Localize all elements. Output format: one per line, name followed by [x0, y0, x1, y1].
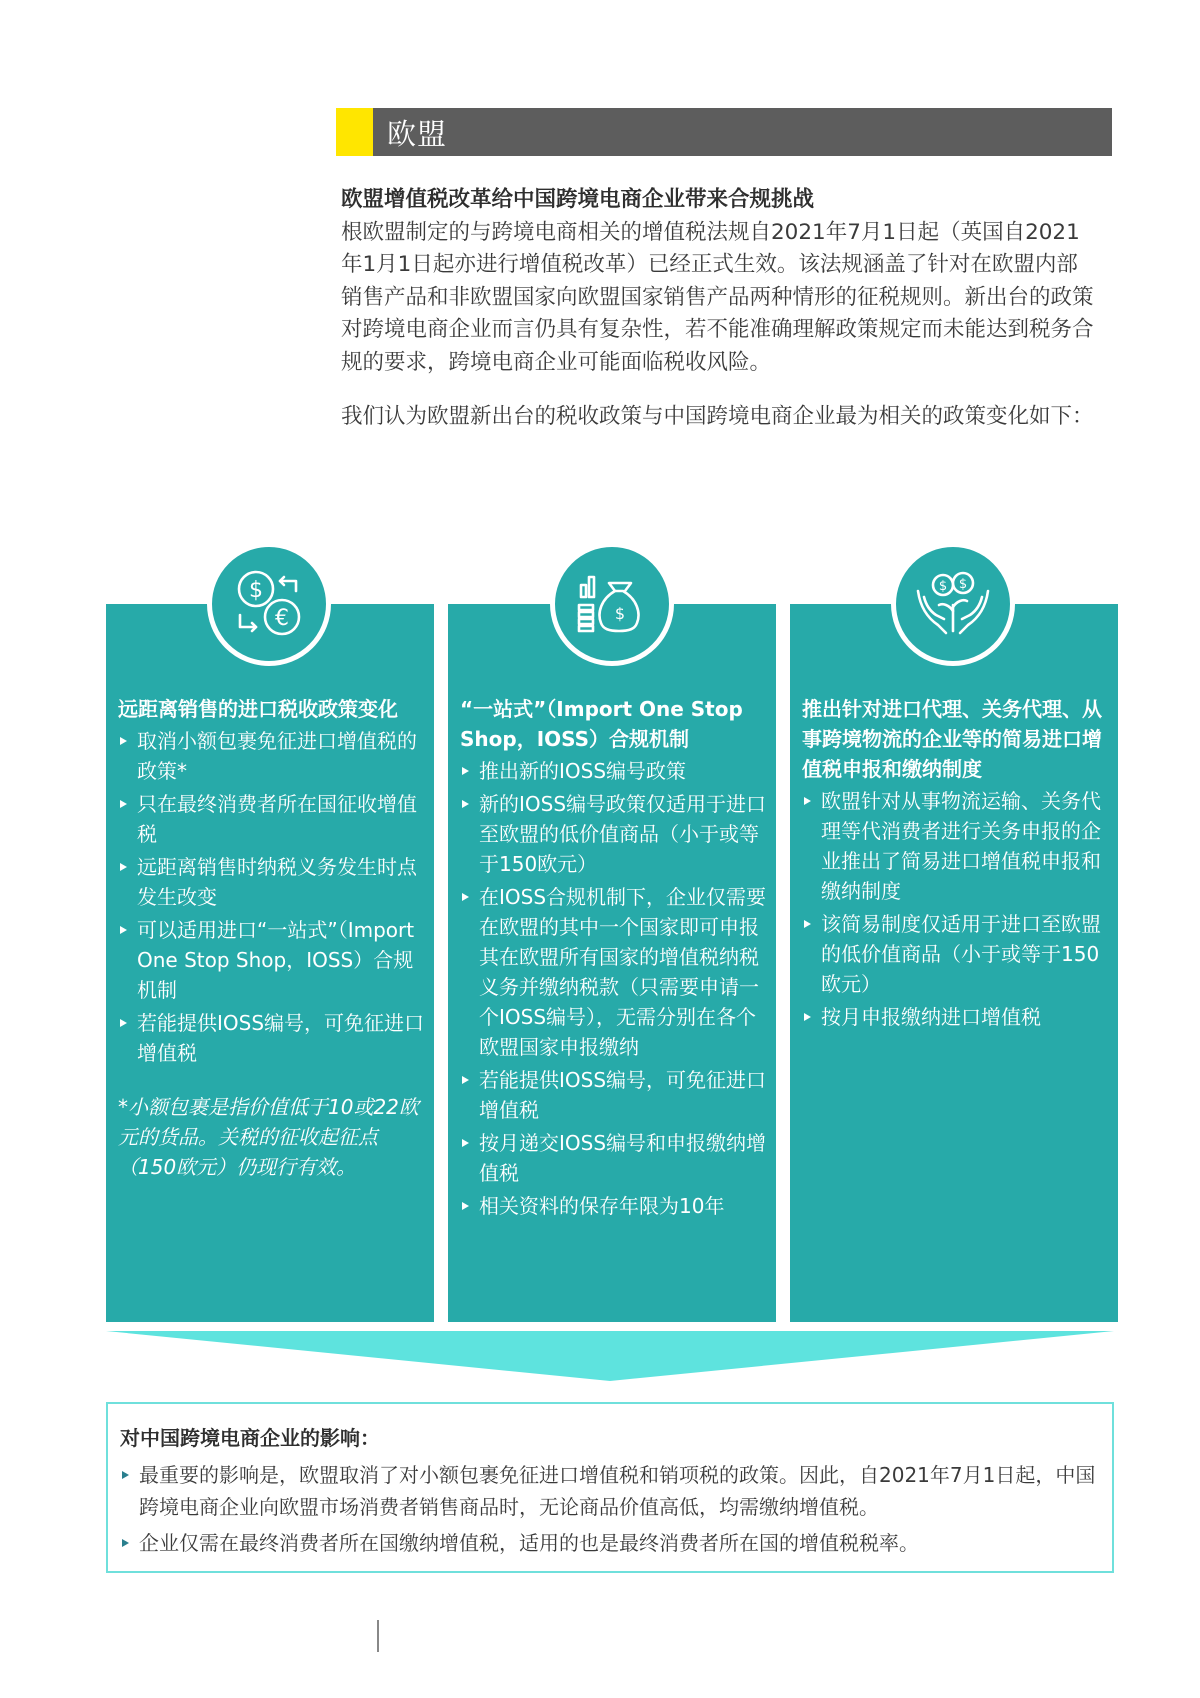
intro-paragraph-1: 根欧盟制定的与跨境电商相关的增值税法规自2021年7月1日起（英国自2021年1月1日起亦进行增值税改革）已经正式生效。该法规涵盖了针对在欧盟内部销售产品和非欧盟国家向欧盟国家销售产品两种情形的征税规则。新出台的政策对跨境电商企业而言仍具有复杂性，若不能准确理解政策规定而未能达到税务合规的要求，跨境电商企业可能面临税收风险。 [341, 219, 1094, 375]
hands-coins-icon [891, 542, 1015, 666]
bullet-arrow-icon [462, 1076, 469, 1084]
column-bullet-list [118, 726, 426, 1068]
currency-exchange-icon [207, 542, 331, 666]
bullet-arrow-icon [462, 893, 469, 901]
list-item: 远距离销售时纳税义务发生时点发生改变 [118, 852, 426, 912]
bullet-arrow-icon [120, 800, 127, 808]
svg-text:$: $ [958, 577, 968, 592]
bullet-arrow-icon [120, 1019, 127, 1027]
bullet-arrow-icon [804, 920, 811, 928]
bullet-arrow-icon [120, 863, 127, 871]
list-item: 相关资料的保存年限为10年 [460, 1191, 768, 1221]
section-title: 欧盟 [387, 116, 448, 151]
policy-column-2 [448, 604, 776, 1322]
svg-text:$: $ [614, 604, 626, 623]
list-item: 只在最终消费者所在国征收增值税 [118, 789, 426, 849]
bullet-arrow-icon [120, 926, 127, 934]
list-item: 推出新的IOSS编号政策 [460, 756, 768, 786]
list-item: 按月申报缴纳进口增值税 [802, 1002, 1110, 1032]
svg-text:$: $ [249, 578, 263, 603]
bullet-arrow-icon [122, 1471, 129, 1479]
bullet-arrow-icon [122, 1539, 129, 1547]
bullet-arrow-icon [804, 1013, 811, 1021]
money-bag-chart-icon [550, 542, 674, 666]
column-title: “一站式”（Import One Stop Shop，IOSS）合规机制 [460, 697, 743, 751]
impact-box [106, 1402, 1114, 1573]
column-title: 远距离销售的进口税收政策变化 [118, 697, 398, 721]
list-item: 该简易制度仅适用于进口至欧盟的低价值商品（小于或等于150欧元） [802, 909, 1110, 999]
bullet-arrow-icon [804, 797, 811, 805]
list-item: 按月递交IOSS编号和申报缴纳增值税 [460, 1128, 768, 1188]
impact-title: 对中国跨境电商企业的影响： [120, 1426, 380, 1450]
footnote: *小额包裹是指价值低于10或22欧元的货品。关税的征收起征点（150欧元）仍现行有效。 [118, 1095, 419, 1179]
bullet-arrow-icon [462, 1139, 469, 1147]
impact-bullet-list [120, 1459, 1096, 1563]
page-footer-divider [377, 1620, 379, 1652]
intro-heading: 欧盟增值税改革给中国跨境电商企业带来合规挑战 [341, 187, 815, 212]
list-item: 可以适用进口“一站式”（Import One Stop Shop，IOSS）合规机制 [118, 915, 426, 1005]
bullet-arrow-icon [462, 767, 469, 775]
policy-column-1 [106, 604, 434, 1322]
section-header [336, 108, 1112, 156]
list-item: 取消小额包裹免征进口增值税的政策* [118, 726, 426, 786]
funnel-arrow [106, 1331, 1114, 1383]
intro-text [341, 184, 1096, 434]
list-item: 企业仅需在最终消费者所在国缴纳增值税，适用的也是最终消费者所在国的增值税税率。 [120, 1527, 1096, 1559]
column-bullet-list [802, 786, 1110, 1032]
bullet-arrow-icon [462, 800, 469, 808]
svg-text:€: € [275, 606, 289, 631]
intro-paragraph-2: 我们认为欧盟新出台的税收政策与中国跨境电商企业最为相关的政策变化如下： [341, 404, 1094, 429]
list-item: 最重要的影响是，欧盟取消了对小额包裹免征进口增值税和销项税的政策。因此，自2021年7月1日起，中国跨境电商企业向欧盟市场消费者销售商品时，无论商品价值高低，均需缴纳增值税。 [120, 1459, 1096, 1523]
policy-column-3 [790, 604, 1118, 1322]
bullet-arrow-icon [462, 1202, 469, 1210]
list-item: 若能提供IOSS编号，可免征进口增值税 [460, 1065, 768, 1125]
list-item: 在IOSS合规机制下，企业仅需要在欧盟的其中一个国家即可申报其在欧盟所有国家的增值税纳税义务并缴纳税款（只需要申请一个IOSS编号），无需分别在各个欧盟国家申报缴纳 [460, 882, 768, 1062]
column-bullet-list [460, 756, 768, 1221]
list-item: 新的IOSS编号政策仅适用于进口至欧盟的低价值商品（小于或等于150欧元） [460, 789, 768, 879]
bullet-arrow-icon [120, 737, 127, 745]
list-item: 若能提供IOSS编号，可免征进口增值税 [118, 1008, 426, 1068]
header-accent [336, 108, 373, 156]
column-title: 推出针对进口代理、关务代理、从事跨境物流的企业等的简易进口增值税申报和缴纳制度 [802, 697, 1102, 781]
list-item: 欧盟针对从事物流运输、关务代理等代消费者进行关务申报的企业推出了简易进口增值税申报和缴纳制度 [802, 786, 1110, 906]
svg-text:$: $ [938, 579, 948, 594]
